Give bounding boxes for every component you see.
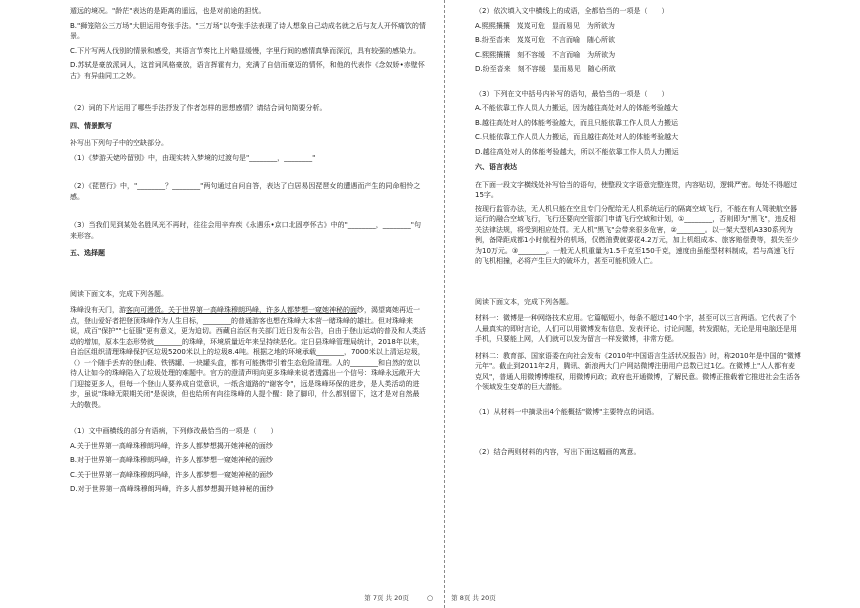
left-paragraph: （2）词的下片运用了哪些手法抒发了作者怎样的思想感情？请结合词句简要分析。 bbox=[70, 104, 327, 112]
left-paragraph: （1）文中画横线的部分有语病，下列修改最恰当的一项是（ ） bbox=[70, 427, 278, 435]
right-paragraph: 材料一：微博是一种网络技术应用。它篇幅短小，每条不超过140个字，甚至可以三言两语。它代表了个人最真实的即时言论，人们可以用微博发布信息、发表评论、讨论问题，转发跟帖，无论是用电脑还是用手机，只要能上网，人们就可以发为留言一样发微博，非常方便。 bbox=[475, 314, 797, 343]
left-paragraph: 四、情景默写 bbox=[70, 121, 112, 130]
right-paragraph: A.不能依靠工作人员人力搬运，因为越往高处对人的体能考验越大 bbox=[475, 104, 678, 112]
right-paragraph: 材料二：教育部、国家语委在向社会发布《2010年中国语言生活状况报告》时，称2010年是中国的"微博元年"。截止到2011年2月，腾讯、新浪两大门户网站微博注册用户总数已过1亿。在微博上"人人都有麦克风"，普通人用微博博维权，用微博问政；政府也开通微博，了解民意。微博正推载着它推进社会生活各个领域发生变革的巨大潜能。 bbox=[475, 351, 801, 391]
right-paragraph: C.熙熙攘攘 刻不容缓 不言而喻 为所欲为 bbox=[475, 50, 616, 59]
left-paragraph: 补写出下列句子中的空缺部分。 bbox=[70, 139, 168, 147]
left-paragraph: （3）当我们见到某处名胜风光不再时，往往会用辛弃疾《永遇乐•京口北固亭怀古》中的"________，________"句来形容。 bbox=[70, 221, 422, 240]
left-paragraph: C.下片写两人伐别的情景和感受，其语言节奏比上片略显缓慢，字里行间的感情真挚而深沉，具有较强的感染力。 bbox=[70, 46, 421, 55]
right-paragraph: D.越往高处对人的体能考验越大，所以不能依靠工作人员人力搬运 bbox=[475, 147, 679, 156]
right-paragraph: （2）依次填入文中横线上的成语，全都恰当的一项是（ ） bbox=[475, 7, 669, 15]
left-paragraph: C.关于世界第一高峰珠穆朗玛峰，许多人都梦想一窥她神秘的面纱 bbox=[70, 470, 274, 479]
right-paragraph: B.纷至沓来 岌岌可危 不言而喻 随心所欲 bbox=[475, 36, 616, 44]
column-divider bbox=[444, 0, 445, 608]
left-paragraph: 五、选择题 bbox=[70, 249, 105, 257]
left-column bbox=[70, 6, 426, 495]
right-paragraph: 按现行监管办法，无人机只能在空且专门分配给无人机系统运行的隔离空域飞行，不能在有人驾驶航空器运行的融合空域飞行，飞行还要向空管部门申请飞行空域和计划，①________，否则即为"黑飞"，违反相关法律法规，将受到相应处罚。无人机"黑飞"会带来很多危害，②________。以一架大型机A330系列为例，备降距成都1小时航程外的机场，仅燃油费就要花4.2万元，加上机组成本、旅客赔偿费等，损失至少为10万元。③________。一般无人机重量为1.5千克至150千克，速度由虽能型材料制成，若与高速飞行的飞机相撞，必将产生巨大的破坏力，甚至可能机毁人亡。 bbox=[475, 204, 799, 265]
left-paragraph: D.对于世界第一高峰珠穆朗玛峰，许多人都梦想揭开她神秘的面纱 bbox=[70, 485, 274, 493]
left-paragraph: D.苏轼是豪放派词人，这首词风格豪放，语言挥霍有力，充满了自信而豪迈的情怀，和他的代表作《念奴娇•赤壁怀古》有异曲同工之妙。 bbox=[70, 61, 425, 80]
underlined-sentence: 客向可漫货。关于世界第一高峰珠穆朗玛峰，许多人都梦想一窥她神秘的面 bbox=[126, 306, 357, 314]
right-paragraph: C.只能依靠工作人员人力搬运，而且越往高处对人的体能考验越大 bbox=[475, 133, 679, 141]
left-paragraph: A.关于世界第一高峰珠穆朗玛峰，许多人都梦想揭开她神秘的面纱 bbox=[70, 441, 273, 450]
right-column bbox=[475, 6, 801, 458]
right-paragraph: D.纷至沓来 刻不容缓 显而易见 随心所欲 bbox=[475, 65, 616, 73]
left-paragraph: 珠峰没有天门，游客向可漫货。关于世界第一高峰珠穆朗玛峰，许多人都梦想一窥她神秘的面纱，渴望离她再近一点，登山爱好者把登顶珠峰作为人生目标，________的普通游客也想在珠峰大本营一睹珠峰的雄壮。但对珠峰来说，成百"保护""七征服"更有意义，更为迫切。西藏自治区有关部门近日发布公告，自由于登山运动的普及和人类活动的增加，原本生态形势就________的珠峰，环境质量近年来呈持续恶化。定日县珠峰管理局统计，2018年以来，自治区组织清理珠峰保护区垃圾5200米以上的垃圾8.4吨。根据之地的环境承载________，7000米以上清运垃圾，（）一个随手丢弃的登山鞋、铁锈罐、一块罐头盒，都有可能携带引着生态危险清理。人的________和自然的宽以待人让如今的珠峰陷入了垃圾处理的难题中。官方的澄清声明向更多珠峰来说者透露出一个信号：珠峰永远敞开大门迎接更多人，但每一个登山人要养成自觉意识，一纸含道路的"谢客令"，远是珠峰环保的进步，是人类活动的进步，虽说"珠峰无限期关闭"是误读，但也给所有向往珠峰的人提个醒：除了脚印，什么都别留下，这才是对自然最大的敬畏。 bbox=[70, 306, 426, 409]
left-paragraph: B.对于世界第一高峰珠穆朗玛峰，许多人都梦想一窥她神秘的面纱 bbox=[70, 456, 274, 464]
right-paragraph: A.熙熙攘攘 岌岌可危 显而易见 为所欲为 bbox=[475, 21, 615, 30]
right-paragraph: （3）下列在文中括号内补写的语句，最恰当的一项是（ ） bbox=[475, 89, 669, 98]
right-paragraph: 在下面一段文字横线处补写恰当的语句，使整段文字语意完整连贯，内容贴切，逻辑严密。每处不得超过15字。 bbox=[475, 180, 797, 199]
right-paragraph: B.越往高处对人的体能考验越大，而且只能依靠工作人员人力搬运 bbox=[475, 118, 679, 127]
page-footer bbox=[0, 593, 860, 604]
right-paragraph: （1）从材料一中摘录出4个能概括"微博"主要特点的词语。 bbox=[475, 407, 659, 416]
page-number-left: 第 7页 共 20页 bbox=[364, 594, 409, 602]
right-paragraph: 阅读下面文本，完成下列各题。 bbox=[475, 297, 573, 306]
left-paragraph: （2）《琵琶行》中，"________？________"两句通过自问自答，表达了白居易因琵琶女的遭遇而产生的同命相怜之感。 bbox=[70, 182, 421, 201]
footer-separator: ○ bbox=[426, 594, 434, 602]
page-number-right: 第 8页 共 20页 bbox=[451, 594, 496, 602]
left-paragraph: （1）《梦游天姥吟留别》中，由现实转入梦境的过渡句是"________，________" bbox=[70, 153, 316, 162]
left-paragraph: 遁远的境况。"龄茫"表达的是距离的遥远，也是对前途的担忧。 bbox=[70, 7, 266, 15]
right-paragraph: （2）结合两则材料的内容，写出下面这幅画的寓意。 bbox=[475, 448, 641, 456]
left-paragraph: 阅读下面文本，完成下列各题。 bbox=[70, 289, 168, 298]
left-paragraph: B."狮笼陪公三万场"大胆运用夸张手法。"三万场"以夸张手法表现了诗人想象自己动成名就之后与友人开怀痛饮的情景。 bbox=[70, 21, 426, 40]
right-paragraph: 六、语言表达 bbox=[475, 163, 517, 171]
